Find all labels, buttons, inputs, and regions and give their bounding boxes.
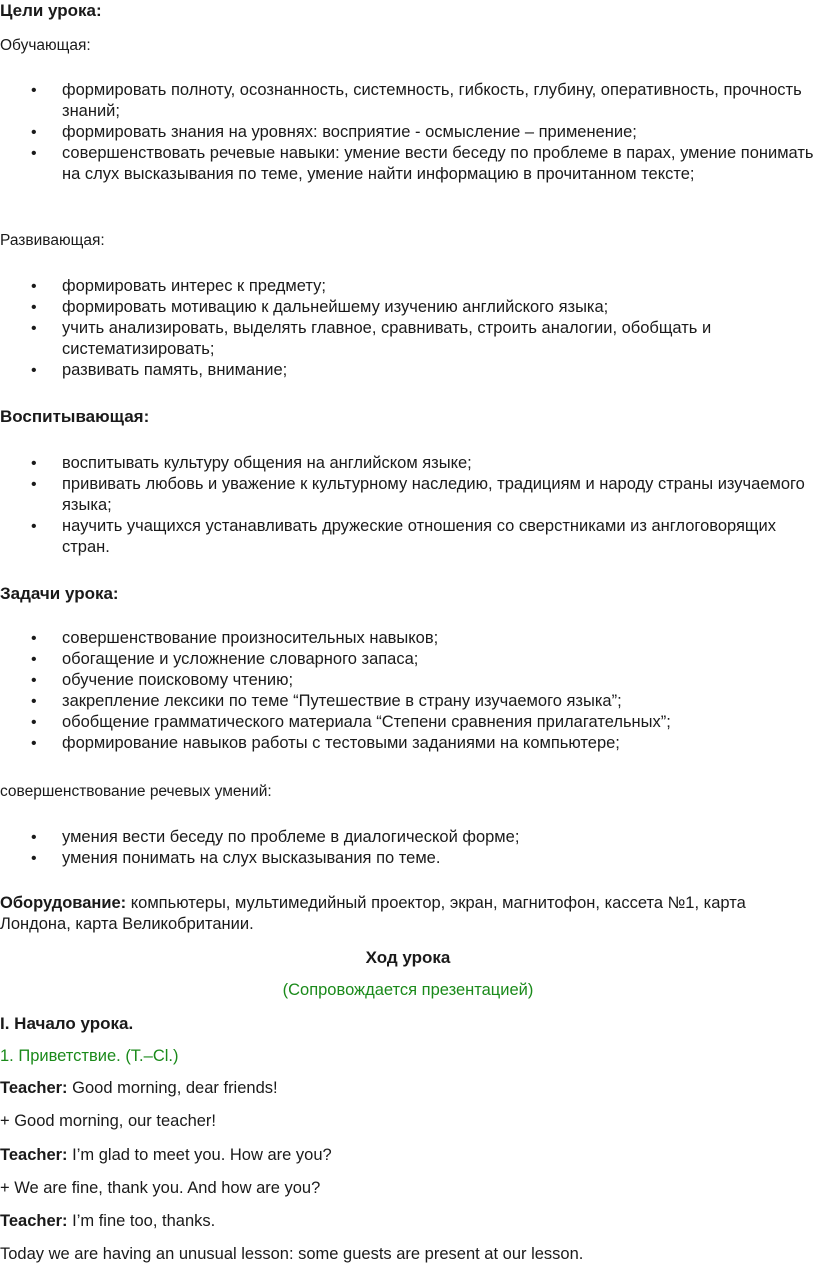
list-item: • воспитывать культуру общения на английском языке; xyxy=(0,453,816,474)
lesson-title: Ход урока xyxy=(365,948,451,967)
list-item: • закрепление лексики по теме “Путешествие в страну изучаемого языка”; xyxy=(0,691,816,712)
list-item: • совершенствование произносительных навыков; xyxy=(0,628,816,649)
list-item: • развивать память, внимание; xyxy=(0,360,816,381)
teaching-list xyxy=(0,80,816,185)
dialogue-line xyxy=(0,1111,216,1132)
teaching-label: Обучающая: xyxy=(0,37,91,54)
list-item: • учить анализировать, выделять главное, сравнивать, строить аналогии, обобщать и систематизировать; xyxy=(0,318,816,360)
list-item: • формирование навыков работы с тестовыми заданиями на компьютере; xyxy=(0,733,816,754)
speaker-label: Teacher: xyxy=(0,1079,68,1097)
dialogue-line xyxy=(0,1244,583,1265)
lesson-subtitle: (Сопровождается презентацией) xyxy=(282,981,534,999)
list-item: • прививать любовь и уважение к культурному наследию, традициям и народу страны изучаемого языка; xyxy=(0,474,816,516)
developing-list xyxy=(0,276,816,381)
tasks-list xyxy=(0,628,816,754)
dialogue-line xyxy=(0,1211,215,1232)
tasks-title: Задачи урока: xyxy=(0,584,119,603)
dialogue-text: Today we are having an unusual lesson: some guests are present at our lesson. xyxy=(0,1245,584,1263)
speaker-label: Teacher: xyxy=(0,1212,68,1230)
goals-title: Цели урока: xyxy=(0,1,102,20)
equipment-text: компьютеры, мультимедийный проектор, экран, магнитофон, кассета №1, карта Лондона, карта Великобритании. xyxy=(0,894,746,933)
list-item: • формировать мотивацию к дальнейшему изучению английского языка; xyxy=(0,297,816,318)
list-item: • обучение поисковому чтению; xyxy=(0,670,816,691)
list-item: • научить учащихся устанавливать дружеские отношения со сверстниками из англоговорящих стран. xyxy=(0,516,816,558)
dialogue-text: Good morning, dear friends! xyxy=(67,1079,278,1097)
dialogue-text: I’m glad to meet you. How are you? xyxy=(67,1146,332,1164)
list-item: • обобщение грамматического материала “Степени сравнения прилагательных”; xyxy=(0,712,816,733)
list-item: • обогащение и усложнение словарного запаса; xyxy=(0,649,816,670)
section-heading: I. Начало урока. xyxy=(0,1014,134,1033)
list-item: • формировать интерес к предмету; xyxy=(0,276,816,297)
speaker-label: Teacher: xyxy=(0,1146,68,1164)
speech-list xyxy=(0,827,816,869)
list-item: • умения вести беседу по проблеме в диалогической форме; xyxy=(0,827,816,848)
list-item: • совершенствовать речевые навыки: умение вести беседу по проблеме в парах, умение понимать на слух высказывания по теме, умение найти информацию в прочитанном тексте; xyxy=(0,143,816,185)
list-item: • умения понимать на слух высказывания по теме. xyxy=(0,848,816,869)
speech-label: совершенствование речевых умений: xyxy=(0,783,272,800)
dialogue-line xyxy=(0,1145,332,1166)
educational-list xyxy=(0,453,816,558)
step-heading: 1. Приветствие. (T.–Cl.) xyxy=(0,1047,179,1065)
equipment-paragraph xyxy=(0,893,812,935)
educational-label: Воспитывающая: xyxy=(0,407,150,426)
list-item: • формировать знания на уровнях: восприятие - осмысление – применение; xyxy=(0,122,816,143)
list-item: • формировать полноту, осознанность, системность, гибкость, глубину, оперативность, прочность знаний; xyxy=(0,80,816,122)
dialogue-text: + We are fine, thank you. And how are you? xyxy=(0,1179,321,1197)
dialogue-line xyxy=(0,1078,278,1099)
dialogue-line xyxy=(0,1178,320,1199)
equipment-label: Оборудование: xyxy=(0,894,127,912)
dialogue-text: I’m fine too, thanks. xyxy=(67,1212,216,1230)
developing-label: Развивающая: xyxy=(0,232,105,249)
dialogue-text: + Good morning, our teacher! xyxy=(0,1112,216,1130)
